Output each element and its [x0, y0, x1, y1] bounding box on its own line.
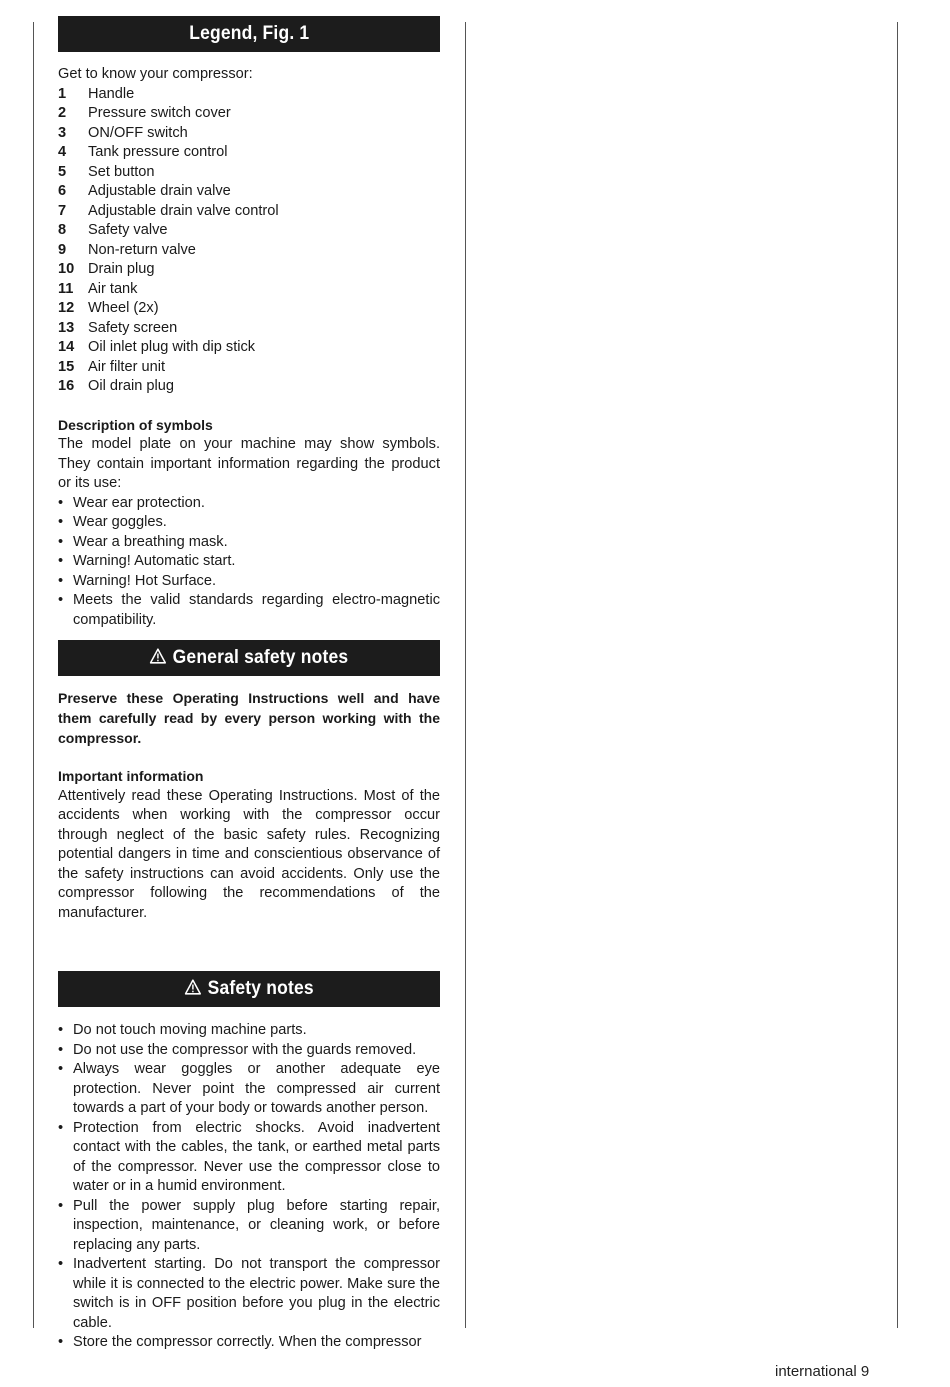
symbol-bullet — [58, 552, 440, 572]
safety-bullet — [58, 1041, 440, 1061]
safety-bullet-text: Always wear goggles or another adequate eye protection. Never point the compressed air current towards a part of your body or towards another person. — [73, 1061, 440, 1116]
legend-item — [58, 104, 440, 124]
safety-bullet — [58, 1255, 440, 1333]
column-divider-rule — [465, 22, 466, 1328]
bullet-icon: • — [58, 1061, 64, 1077]
bullet-icon: • — [58, 553, 64, 569]
bullet-icon: • — [58, 494, 64, 511]
symbols-heading: Description of symbols — [58, 416, 213, 433]
bullet-icon: • — [58, 1022, 64, 1038]
legend-item-number: 10 — [58, 261, 75, 277]
legend-item-number: 9 — [58, 241, 67, 258]
legend-item-label: Safety valve — [88, 222, 168, 238]
safety-bullet — [58, 1021, 440, 1041]
bullet-icon: • — [58, 1256, 64, 1272]
legend-item-number: 13 — [58, 319, 75, 336]
symbol-bullet-text: Wear ear protection. — [73, 494, 205, 511]
legend-item-label: Safety screen — [88, 319, 178, 336]
safety-bullet — [58, 1060, 440, 1119]
legend-item — [58, 241, 440, 261]
safety-bullet-text: Do not use the compressor with the guards removed. — [73, 1041, 417, 1058]
legend-item-label: Air filter unit — [88, 358, 166, 375]
legend-item-label: Wheel (2x) — [88, 300, 159, 316]
legend-item — [58, 319, 440, 339]
symbol-bullet-text: Warning! Hot Surface. — [73, 572, 217, 589]
legend-item — [58, 143, 440, 163]
legend-item — [58, 85, 440, 105]
legend-item-label: Set button — [88, 163, 155, 180]
legend-item-number: 14 — [58, 339, 75, 355]
right-margin-rule — [897, 22, 898, 1328]
legend-item-number: 15 — [58, 358, 75, 375]
safety-bullet-text: Pull the power supply plug before starting repair, inspection, maintenance, or cleaning work, or before replacing any parts. — [73, 1197, 440, 1253]
general-safety-bold-text: Preserve these Operating Instructions well and have them carefully read by every person working with the compressor. — [58, 690, 440, 746]
legend-intro: Get to know your compressor: — [58, 66, 253, 82]
symbol-bullet — [58, 591, 440, 630]
legend-item — [58, 338, 440, 358]
legend-item-number: 6 — [58, 183, 67, 199]
legend-item-label: Air tank — [88, 280, 138, 297]
legend-item — [58, 299, 440, 319]
symbol-bullet — [58, 494, 440, 514]
legend-item — [58, 202, 440, 222]
legend-item-number: 12 — [58, 300, 75, 316]
legend-item-label: Pressure switch cover — [88, 105, 231, 121]
safety-bullet — [58, 1333, 440, 1353]
legend-item-label: Oil inlet plug with dip stick — [88, 339, 256, 355]
legend-item-number: 16 — [58, 378, 75, 394]
warning-triangle-icon — [184, 979, 201, 995]
bullet-icon: • — [58, 572, 64, 589]
bullet-icon: • — [58, 533, 64, 550]
bullet-icon: • — [58, 1119, 64, 1136]
legend-item-label: Handle — [88, 85, 135, 102]
legend-item-number: 1 — [58, 85, 67, 102]
symbols-text: The model plate on your machine may show symbols. They contain important information regarding the product or its use: — [58, 436, 440, 491]
legend-item-label: Oil drain plug — [88, 378, 174, 394]
safety-bullet-text: Store the compressor correctly. When the compressor — [73, 1334, 422, 1350]
legend-item-number: 11 — [58, 280, 74, 297]
legend-item — [58, 182, 440, 202]
bullet-icon: • — [58, 1334, 64, 1350]
general-safety-title: General safety notes — [172, 647, 349, 668]
symbols-bullet-list — [58, 494, 440, 631]
bullet-icon: • — [58, 1041, 64, 1058]
legend-item — [58, 163, 440, 183]
legend-item — [58, 260, 440, 280]
page-number: international 9 — [775, 1363, 870, 1380]
symbol-bullet — [58, 572, 440, 592]
safety-bullet — [58, 1119, 440, 1197]
symbol-bullet-text: Warning! Automatic start. — [73, 553, 236, 569]
symbol-bullet-text: Meets the valid standards regarding electro-magnetic compatibility. — [73, 592, 440, 628]
legend-item-label: ON/OFF switch — [88, 124, 188, 141]
legend-item-label: Non-return valve — [88, 241, 196, 258]
legend-item-label: Drain plug — [88, 261, 155, 277]
legend-item — [58, 377, 440, 397]
symbol-bullet — [58, 533, 440, 553]
important-info-text: Attentively read these Operating Instructions. Most of the accidents when working with the compressor occur through neglect of the basic safety rules. Recognizing potential dangers in time and conscientious observance of the safety instructions can avoid accidents. Only use the compressor following the recommendations of the manufacturer. — [58, 787, 440, 921]
legend-item — [58, 124, 440, 144]
general-safety-header — [58, 640, 440, 676]
legend-item-number: 2 — [58, 105, 67, 121]
legend-item — [58, 221, 440, 241]
important-info-heading: Important information — [58, 768, 204, 784]
safety-notes-bullet-list — [58, 1021, 440, 1353]
legend-header — [58, 16, 440, 52]
safety-notes-header — [58, 971, 440, 1007]
bullet-icon: • — [58, 1197, 64, 1214]
safety-bullet-text: Do not touch moving machine parts. — [73, 1022, 307, 1038]
legend-item-number: 8 — [58, 222, 67, 238]
symbol-bullet-text: Wear a breathing mask. — [73, 533, 228, 550]
legend-title: Legend, Fig. 1 — [188, 23, 310, 44]
safety-bullet — [58, 1197, 440, 1256]
left-margin-rule — [33, 22, 34, 1328]
legend-item-label: Tank pressure control — [88, 144, 228, 160]
safety-notes-title: Safety notes — [207, 978, 314, 999]
legend-list — [58, 85, 440, 397]
bullet-icon: • — [58, 514, 64, 530]
legend-item-number: 3 — [58, 124, 67, 141]
bullet-icon: • — [58, 592, 64, 608]
legend-item-number: 4 — [58, 144, 67, 160]
left-column — [58, 16, 440, 1353]
legend-item — [58, 280, 440, 300]
warning-triangle-icon — [150, 648, 167, 664]
legend-item-number: 7 — [58, 202, 67, 219]
symbol-bullet — [58, 513, 440, 533]
legend-item-label: Adjustable drain valve control — [88, 202, 279, 219]
legend-item-number: 5 — [58, 163, 67, 180]
legend-item-label: Adjustable drain valve — [88, 183, 231, 199]
safety-bullet-text: Inadvertent starting. Do not transport the compressor while it is connected to the electric power. Make sure the switch is in OFF position before you plug in the electric cable. — [73, 1256, 440, 1331]
symbol-bullet-text: Wear goggles. — [73, 514, 167, 530]
safety-bullet-text: Protection from electric shocks. Avoid inadvertent contact with the cables, the tank, or earthed metal parts of the compressor. Never use the compressor close to water or in a humid environment. — [73, 1119, 440, 1194]
legend-item — [58, 358, 440, 378]
